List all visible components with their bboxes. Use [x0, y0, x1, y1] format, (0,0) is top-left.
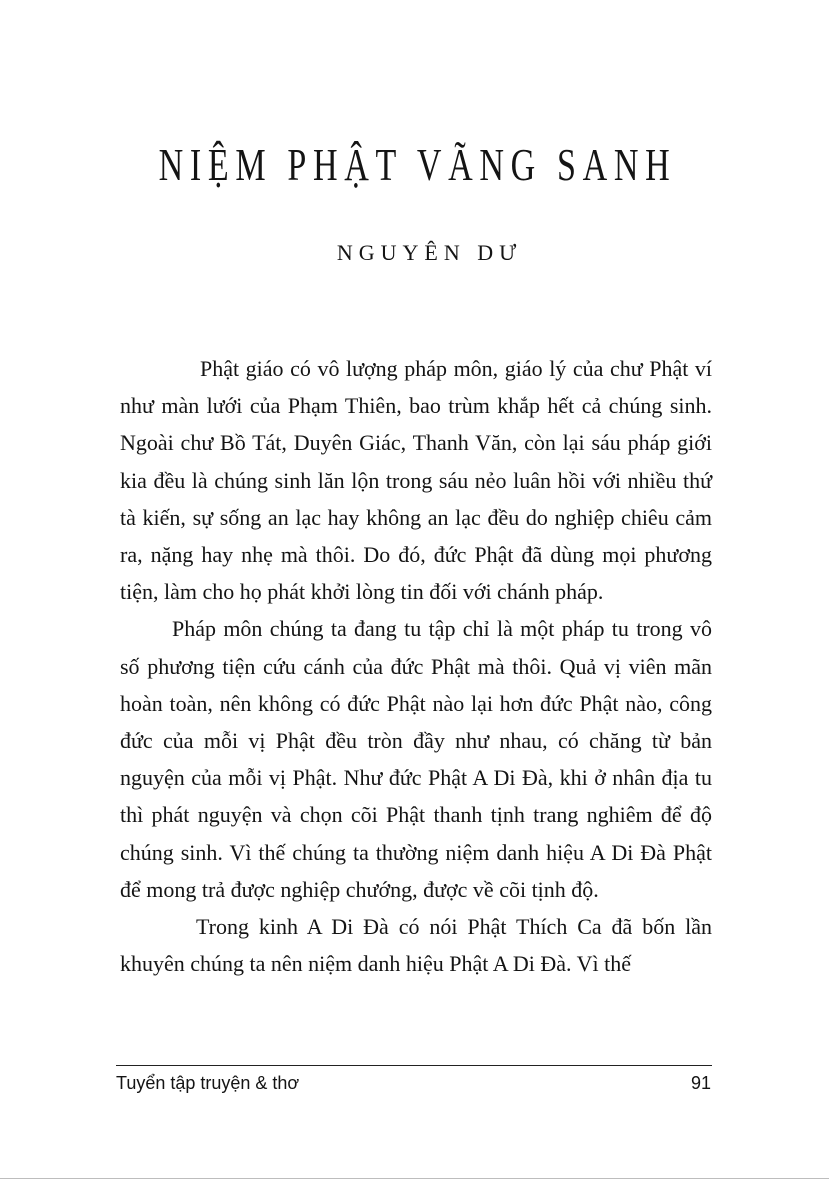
paragraph-3: Trong kinh A Di Đà có nói Phật Thích Ca đã bốn lần khuyên chúng ta nên niệm danh hiệu Phật A Di Đà. Vì thế — [120, 914, 712, 977]
page-number: 91 — [690, 1073, 711, 1093]
page-bottom-edge — [0, 1178, 829, 1179]
paragraph-2: Pháp môn chúng ta đang tu tập chỉ là một pháp tu trong vô số phương tiện cứu cánh của đức Phật mà thôi. Quả vị viên mãn hoàn toàn, nên không có đức Phật nào lại hơn đức Phật nào, công đức của mỗi vị Phật đều tròn đầy như nhau, có chăng từ bản nguyện của mỗi vị Phật. Như đức Phật A Di Đà, khi ở nhân địa tu thì phát nguyện và chọn cõi Phật thanh tịnh trang nghiêm để độ chúng sinh. Vì thế chúng ta thường niệm danh hiệu A Di Đà Phật để mong trả được nghiệp chướng, được về cõi tịnh độ. — [120, 616, 712, 902]
chapter-title: NIỆM PHẬT VÃNG SANH — [158, 139, 677, 190]
body-text — [120, 350, 712, 982]
paragraph-1: Phật giáo có vô lượng pháp môn, giáo lý của chư Phật ví như màn lưới của Phạm Thiên, bao trùm khắp hết cả chúng sinh. Ngoài chư Bồ Tát, Duyên Giác, Thanh Văn, còn lại sáu pháp giới kia đều là chúng sinh lăn lộn trong sáu nẻo luân hồi với nhiều thứ tà kiến, sự sống an lạc hay không an lạc đều do nghiệp chiêu cảm ra, nặng hay nhẹ mà thôi. Do đó, đức Phật đã dùng mọi phương tiện, làm cho họ phát khởi lòng tin đối với chánh pháp. — [120, 356, 712, 605]
author-name: NGUYÊN DƯ — [336, 240, 523, 265]
footer-book-title: Tuyển tập truyện & thơ — [116, 1073, 300, 1093]
footer-divider — [116, 1065, 712, 1066]
